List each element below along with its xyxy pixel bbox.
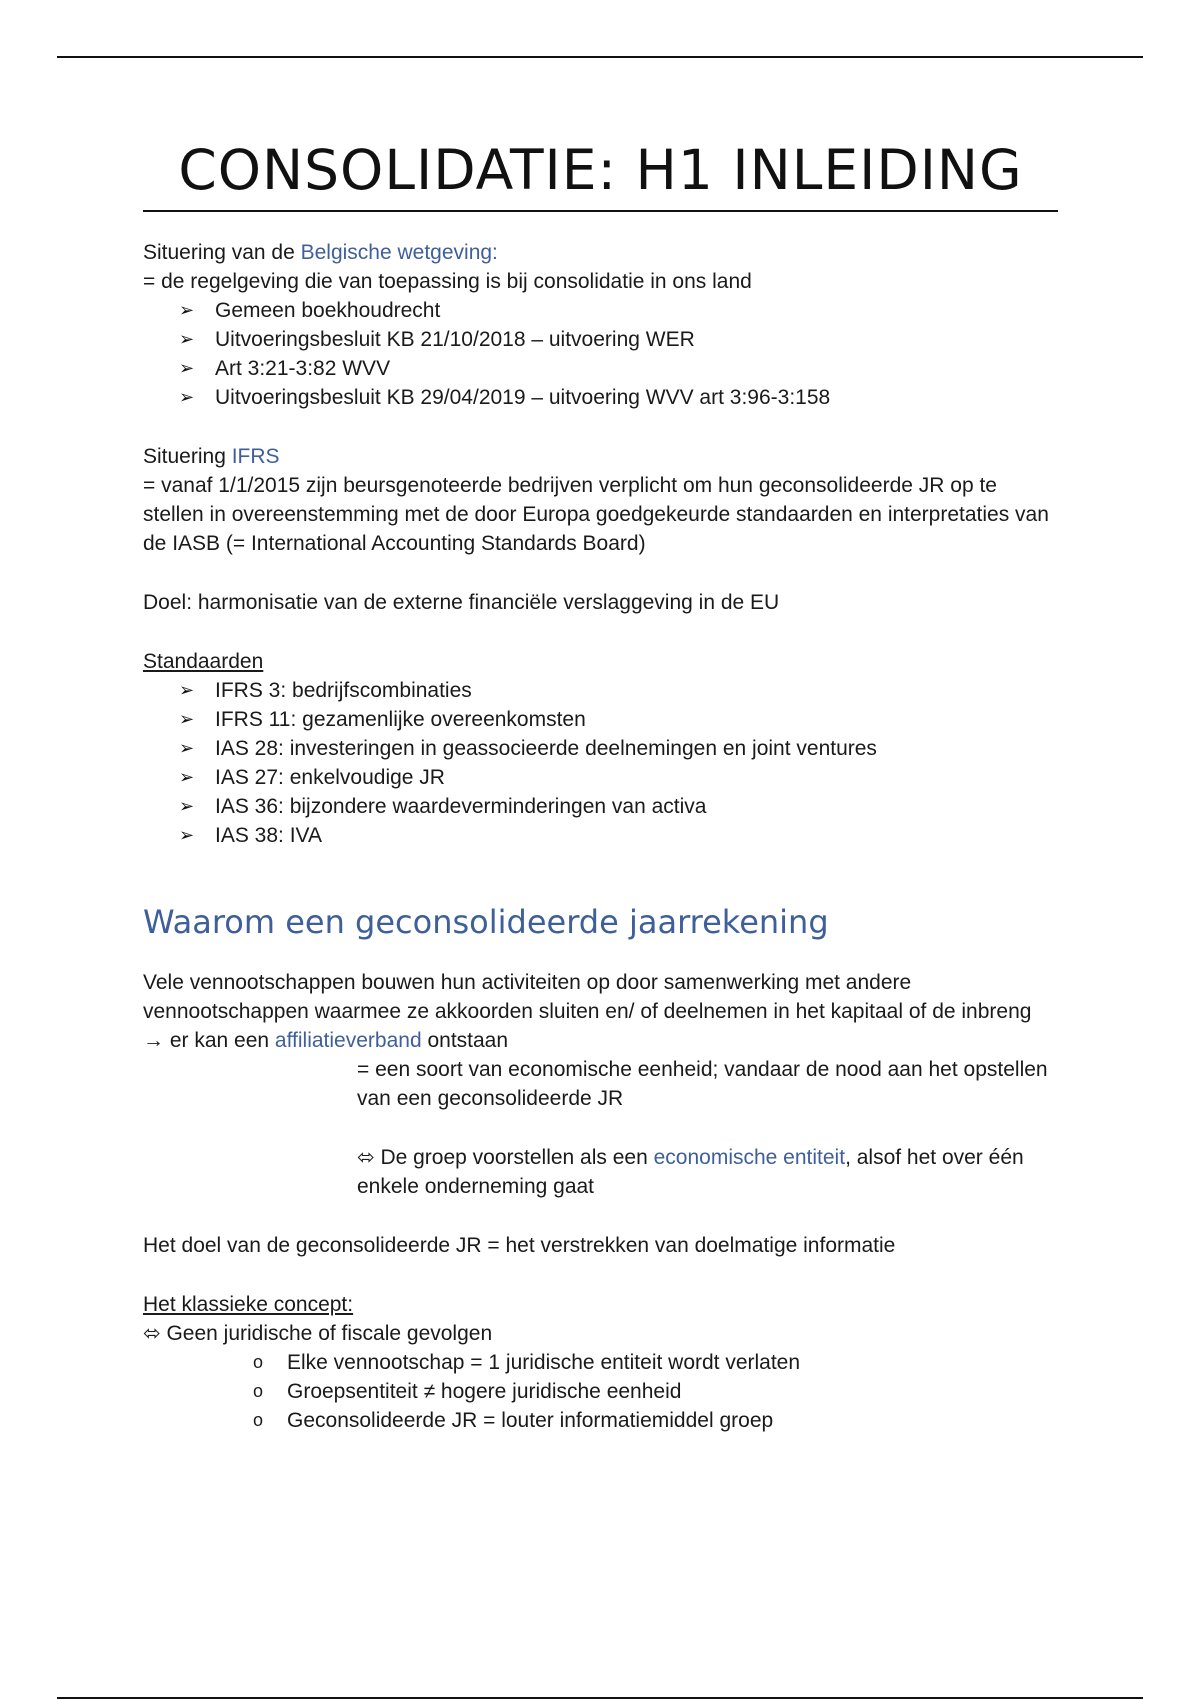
circle-bullet-icon: o [253, 1352, 264, 1372]
page-bottom-rule [57, 1697, 1143, 1699]
belgium-list [143, 296, 1058, 412]
list-item [251, 1348, 1058, 1377]
standards-list [143, 676, 1058, 850]
list-item-text: IFRS 3: bedrijfscombinaties [215, 679, 472, 702]
belgium-heading-highlight: Belgische wetgeving: [300, 241, 498, 264]
left-right-arrow-icon: ⬄ [357, 1146, 375, 1169]
belgium-definition: = de regelgeving die van toepassing is bij consolidatie in ons land [143, 270, 752, 293]
ifrs-definition: = vanaf 1/1/2015 zijn beursgenoteerde bedrijven verplicht om hun geconsolideerde JR op te stellen in overeenstemming met de door Europa goedgekeurde standaarden en interpretaties van de IASB (= International Accounting Standards Board) [143, 474, 1049, 555]
why-indent-entity [143, 1143, 1058, 1201]
list-item-text: Uitvoeringsbesluit KB 29/04/2019 – uitvoering WVV art 3:96-3:158 [215, 386, 831, 409]
list-item-text: Groepsentiteit ≠ hogere juridische eenheid [287, 1380, 682, 1403]
list-item-text: IAS 28: investeringen in geassocieerde deelnemingen en joint ventures [215, 737, 877, 760]
arrow-bullet-icon: ➢ [179, 796, 195, 816]
ifrs-heading-prefix: Situering [143, 445, 232, 468]
arrow-bullet-icon: ➢ [179, 680, 195, 700]
list-item [179, 705, 1058, 734]
classic-subheading-text: Geen juridische of fiscale gevolgen [160, 1322, 493, 1345]
list-item-text: Elke vennootschap = 1 juridische entiteit wordt verlaten [287, 1351, 801, 1374]
why-indent-definition: = een soort van economische eenheid; vandaar de nood aan het opstellen van een geconsolideerde JR [357, 1058, 1048, 1110]
classic-subheading [143, 1319, 1058, 1348]
list-item [179, 383, 1058, 412]
list-item [179, 354, 1058, 383]
right-arrow-icon: → [143, 1029, 164, 1052]
why-highlight: economische entiteit [653, 1146, 846, 1169]
left-right-arrow-icon: ⬄ [143, 1322, 161, 1345]
list-item-text: Uitvoeringsbesluit KB 21/10/2018 – uitvoering WER [215, 328, 695, 351]
list-item [179, 325, 1058, 354]
arrow-bullet-icon: ➢ [179, 825, 195, 845]
arrow-bullet-icon: ➢ [179, 300, 195, 320]
list-item [179, 296, 1058, 325]
arrow-bullet-icon: ➢ [179, 738, 195, 758]
list-item-text: Gemeen boekhoudrecht [215, 299, 441, 322]
list-item [251, 1377, 1058, 1406]
why-paragraph [143, 968, 1058, 1055]
document-body [143, 130, 1058, 1435]
list-item-text: IAS 38: IVA [215, 824, 322, 847]
list-item [251, 1406, 1058, 1435]
arrow-bullet-icon: ➢ [179, 767, 195, 787]
belgium-heading-prefix: Situering van de [143, 241, 301, 264]
list-item-text: IAS 27: enkelvoudige JR [215, 766, 445, 789]
ifrs-heading-highlight: IFRS [231, 445, 280, 468]
list-item [179, 792, 1058, 821]
standards-heading: Standaarden [143, 650, 264, 673]
ifrs-goal: Doel: harmonisatie van de externe financiële verslaggeving in de EU [143, 591, 780, 614]
section-heading-why: Waarom een geconsolideerde jaarrekening [143, 903, 829, 941]
why-text: ontstaan [421, 1029, 509, 1052]
list-item [179, 734, 1058, 763]
circle-bullet-icon: o [253, 1381, 264, 1401]
list-item-text: IAS 36: bijzondere waardeverminderingen van activa [215, 795, 707, 818]
classic-list [143, 1348, 1058, 1435]
page-top-rule [57, 56, 1143, 58]
arrow-bullet-icon: ➢ [179, 358, 195, 378]
classic-heading: Het klassieke concept: [143, 1293, 354, 1316]
list-item-text: Geconsolideerde JR = louter informatiemiddel groep [287, 1409, 774, 1432]
list-item [179, 821, 1058, 850]
why-highlight: affiliatieverband [274, 1029, 422, 1052]
arrow-bullet-icon: ➢ [179, 387, 195, 407]
list-item [179, 763, 1058, 792]
belgium-heading [143, 238, 1058, 267]
arrow-bullet-icon: ➢ [179, 329, 195, 349]
why-text: er kan een [164, 1029, 275, 1052]
circle-bullet-icon: o [253, 1410, 264, 1430]
list-item-text: Art 3:21-3:82 WVV [215, 357, 391, 380]
list-item-text: IFRS 11: gezamenlijke overeenkomsten [215, 708, 586, 731]
why-text: De groep voorstellen als een [374, 1146, 654, 1169]
list-item [179, 676, 1058, 705]
why-text: Vele vennootschappen bouwen hun activiteiten op door samenwerking met andere vennootschappen waarmee ze akkoorden sluiten en/ of deelnemen in het kapitaal of de inbreng [143, 971, 1032, 1023]
why-goal: Het doel van de geconsolideerde JR = het verstrekken van doelmatige informatie [143, 1234, 896, 1257]
ifrs-heading [143, 442, 1058, 471]
why-text: , alsof het over één enkele onderneming gaat [357, 1146, 1024, 1198]
document-title: CONSOLIDATIE: H1 INLEIDING [143, 130, 1058, 212]
arrow-bullet-icon: ➢ [179, 709, 195, 729]
